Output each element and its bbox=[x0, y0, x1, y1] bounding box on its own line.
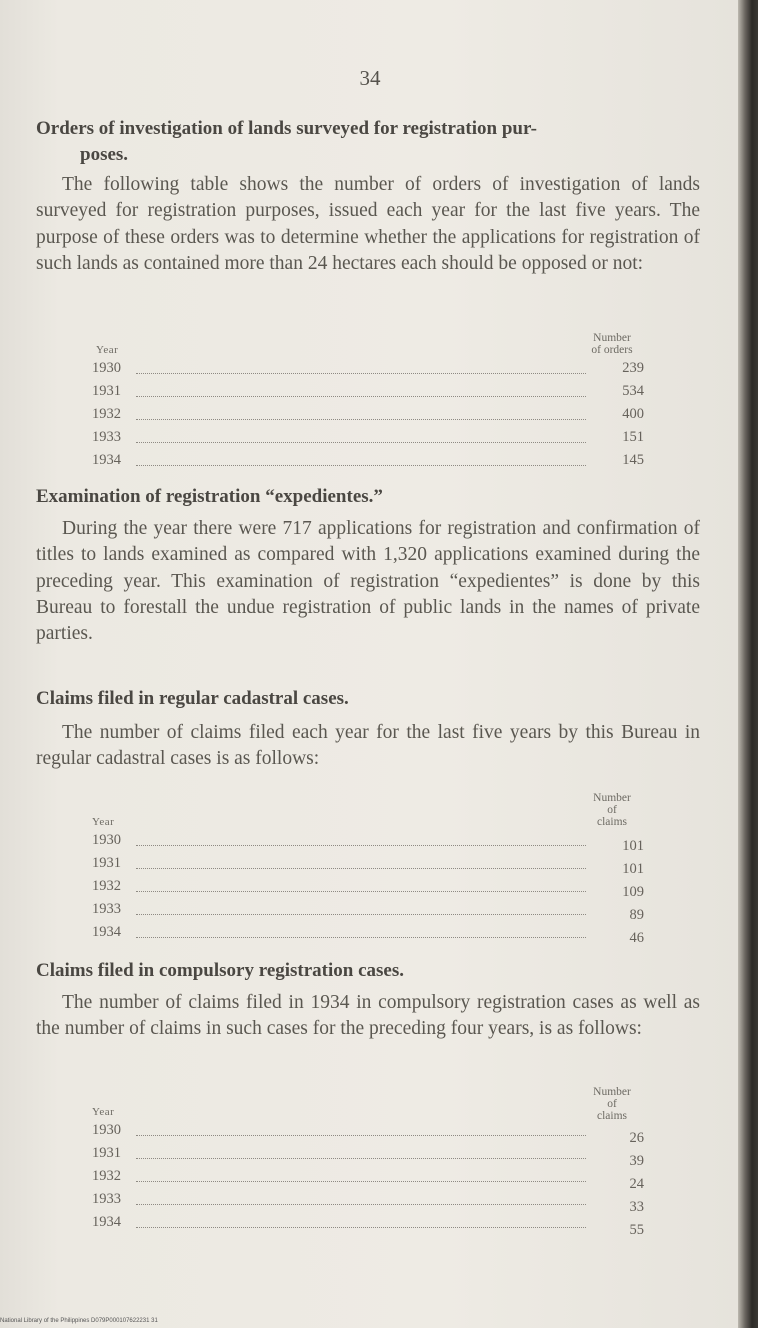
row-year: 1930 bbox=[92, 832, 121, 848]
header-line: Number bbox=[593, 332, 631, 344]
row-year: 1934 bbox=[92, 1214, 121, 1230]
leader-dots bbox=[136, 396, 586, 397]
column-header-year: Year bbox=[96, 344, 119, 356]
leader-dots bbox=[136, 891, 586, 892]
header-line: claims bbox=[596, 816, 628, 828]
section-heading-compulsory bbox=[36, 958, 701, 984]
table-row bbox=[92, 901, 652, 923]
row-value: 55 bbox=[629, 1222, 644, 1238]
row-year: 1932 bbox=[92, 406, 121, 422]
leader-dots bbox=[136, 1227, 586, 1228]
leader-dots bbox=[136, 914, 586, 915]
row-year: 1933 bbox=[92, 901, 121, 917]
header-line: of bbox=[607, 1098, 617, 1110]
column-header-number bbox=[572, 792, 652, 828]
row-year: 1931 bbox=[92, 383, 121, 399]
table-row bbox=[92, 452, 652, 474]
row-value: 39 bbox=[629, 1153, 644, 1169]
table-cadastral bbox=[92, 792, 652, 948]
header-line: of bbox=[607, 804, 617, 816]
row-value: 101 bbox=[622, 838, 644, 854]
leader-dots bbox=[136, 868, 586, 869]
leader-dots bbox=[136, 1204, 586, 1205]
header-line: Number bbox=[593, 792, 631, 804]
row-value: 534 bbox=[622, 383, 644, 399]
row-value: 109 bbox=[622, 884, 644, 900]
header-line: of orders bbox=[591, 344, 633, 356]
heading-line: Claims filed in regular cadastral cases. bbox=[36, 688, 349, 709]
table-row bbox=[92, 1145, 652, 1167]
row-year: 1934 bbox=[92, 452, 121, 468]
table-row bbox=[92, 1191, 652, 1213]
row-year: 1934 bbox=[92, 924, 121, 940]
heading-line: Examination of registration “expedientes.” bbox=[36, 486, 383, 507]
row-year: 1931 bbox=[92, 1145, 121, 1161]
table-row bbox=[92, 1214, 652, 1236]
row-year: 1930 bbox=[92, 360, 121, 376]
row-value: 101 bbox=[622, 861, 644, 877]
table-row bbox=[92, 360, 652, 382]
paragraph-compulsory: The number of claims filed in 1934 in compulsory registration cases as well as the number of claims in such cases for the preceding four years, is as follows: bbox=[36, 992, 700, 1040]
section-heading-expedientes bbox=[36, 484, 701, 510]
scan-footer: National Library of the Philippines D079P000107622231 31 bbox=[0, 1318, 158, 1324]
leader-dots bbox=[136, 373, 586, 374]
row-value: 26 bbox=[629, 1130, 644, 1146]
heading-line: poses. bbox=[80, 144, 129, 165]
row-value: 400 bbox=[622, 406, 644, 422]
row-year: 1930 bbox=[92, 1122, 121, 1138]
row-value: 24 bbox=[629, 1176, 644, 1192]
table-row bbox=[92, 429, 652, 451]
row-value: 89 bbox=[629, 907, 644, 923]
table-row bbox=[92, 832, 652, 854]
section-heading-orders bbox=[36, 116, 701, 168]
leader-dots bbox=[136, 419, 586, 420]
row-value: 33 bbox=[629, 1199, 644, 1215]
heading-line: Claims filed in compulsory registration cases. bbox=[36, 960, 405, 981]
leader-dots bbox=[136, 1181, 586, 1182]
column-header-year: Year bbox=[92, 1106, 115, 1118]
leader-dots bbox=[136, 442, 586, 443]
row-value: 239 bbox=[622, 360, 644, 376]
leader-dots bbox=[136, 1135, 586, 1136]
row-year: 1932 bbox=[92, 1168, 121, 1184]
row-value: 145 bbox=[622, 452, 644, 468]
table-row bbox=[92, 878, 652, 900]
row-year: 1933 bbox=[92, 1191, 121, 1207]
column-header-year: Year bbox=[92, 816, 115, 828]
header-line: Number bbox=[593, 1086, 631, 1098]
table-row bbox=[92, 406, 652, 428]
column-header-number bbox=[572, 1086, 652, 1122]
row-year: 1931 bbox=[92, 855, 121, 871]
row-value: 46 bbox=[629, 930, 644, 946]
header-line: claims bbox=[596, 1110, 628, 1122]
leader-dots bbox=[136, 465, 586, 466]
table-compulsory bbox=[92, 1086, 652, 1242]
section-heading-cadastral bbox=[36, 686, 701, 712]
row-year: 1932 bbox=[92, 878, 121, 894]
heading-line: Orders of investigation of lands surveyed for registration pur- bbox=[36, 118, 538, 139]
table-row bbox=[92, 1168, 652, 1190]
paragraph-orders: The following table shows the number of orders of investigation of lands surveyed for registration purposes, issued each year for the last five years. The purpose of these orders was to determine whether the applications for registration of such lands as contained more than 24 hectares each should be opposed or not: bbox=[36, 174, 700, 274]
page-number: 34 bbox=[359, 66, 381, 90]
paragraph-expedientes: During the year there were 717 applications for registration and confirmation of titles to lands examined as compared with 1,320 applications examined during the preceding year. This examination of registration “expedientes” is done by this Bureau to forestall the undue registration of public lands in the names of private parties. bbox=[36, 518, 700, 645]
paragraph-cadastral: The number of claims filed each year for the last five years by this Bureau in regular cadastral cases is as follows: bbox=[36, 722, 700, 770]
table-row bbox=[92, 855, 652, 877]
leader-dots bbox=[136, 937, 586, 938]
row-value: 151 bbox=[622, 429, 644, 445]
leader-dots bbox=[136, 845, 586, 846]
table-row bbox=[92, 383, 652, 405]
row-year: 1933 bbox=[92, 429, 121, 445]
leader-dots bbox=[136, 1158, 586, 1159]
table-row bbox=[92, 1122, 652, 1144]
column-header-number bbox=[572, 332, 652, 356]
table-orders bbox=[92, 332, 652, 474]
book-spine-edge bbox=[738, 0, 758, 1328]
table-row bbox=[92, 924, 652, 946]
